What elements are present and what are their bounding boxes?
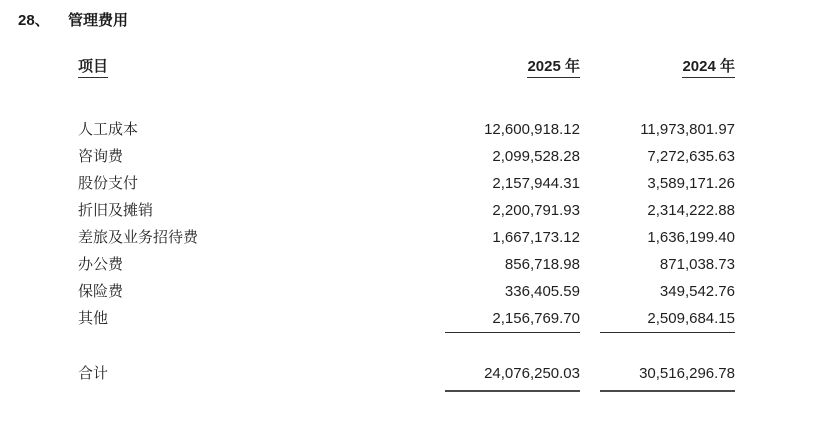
header-item [78, 55, 445, 79]
row-label: 保险费 [78, 283, 124, 300]
row-label: 股份支付 [78, 175, 139, 192]
row-value-2024: 1,636,199.40 [647, 229, 735, 246]
table-row-depreciation-amortization [78, 197, 735, 224]
row-value-2025: 1,667,173.12 [492, 229, 580, 246]
row-value-2025: 2,156,769.70 [445, 305, 580, 333]
header-year-2025 [445, 55, 580, 79]
header-year-2024 [600, 55, 735, 79]
header-year-2025-label: 2025 年 [527, 57, 580, 78]
expense-table [78, 55, 735, 387]
header-year-2024-label: 2024 年 [682, 57, 735, 78]
table-body [78, 116, 735, 332]
row-value-2025: 2,200,791.93 [492, 202, 580, 219]
row-label: 其他 [78, 310, 109, 327]
table-row-office-expense [78, 251, 735, 278]
table-row-insurance-expense [78, 278, 735, 305]
row-value-2024: 7,272,635.63 [647, 148, 735, 165]
row-value-2025: 336,405.59 [504, 283, 580, 300]
row-value-2025: 12,600,918.12 [484, 121, 580, 138]
table-row-travel-entertainment [78, 224, 735, 251]
table-total-row [78, 361, 735, 387]
section-title: 管理费用 [68, 12, 129, 29]
table-row-share-based-payment [78, 170, 735, 197]
section-number: 28、 [18, 12, 50, 29]
total-label: 合计 [78, 365, 109, 382]
row-value-2025: 2,099,528.28 [492, 148, 580, 165]
row-value-2024: 3,589,171.26 [647, 175, 735, 192]
row-value-2024: 11,973,801.97 [640, 121, 735, 138]
table-row-consulting-fee [78, 143, 735, 170]
row-label: 咨询费 [78, 148, 124, 165]
section-title-row [0, 0, 825, 30]
table-row-others [78, 305, 735, 332]
row-label: 折旧及摊销 [78, 202, 154, 219]
row-label: 人工成本 [78, 121, 139, 138]
row-value-2025: 856,718.98 [504, 256, 580, 273]
total-value-2025: 24,076,250.03 [445, 361, 580, 392]
header-item-label: 项目 [78, 57, 108, 78]
row-value-2024: 349,542.76 [659, 283, 735, 300]
row-label: 差旅及业务招待费 [78, 229, 199, 246]
row-value-2024: 2,314,222.88 [647, 202, 735, 219]
row-value-2025: 2,157,944.31 [492, 175, 580, 192]
row-value-2024: 2,509,684.15 [600, 305, 735, 333]
row-value-2024: 871,038.73 [659, 256, 735, 273]
table-header-row [78, 55, 735, 79]
row-label: 办公费 [78, 256, 124, 273]
total-value-2024: 30,516,296.78 [600, 361, 735, 392]
table-row-labor-cost [78, 116, 735, 143]
